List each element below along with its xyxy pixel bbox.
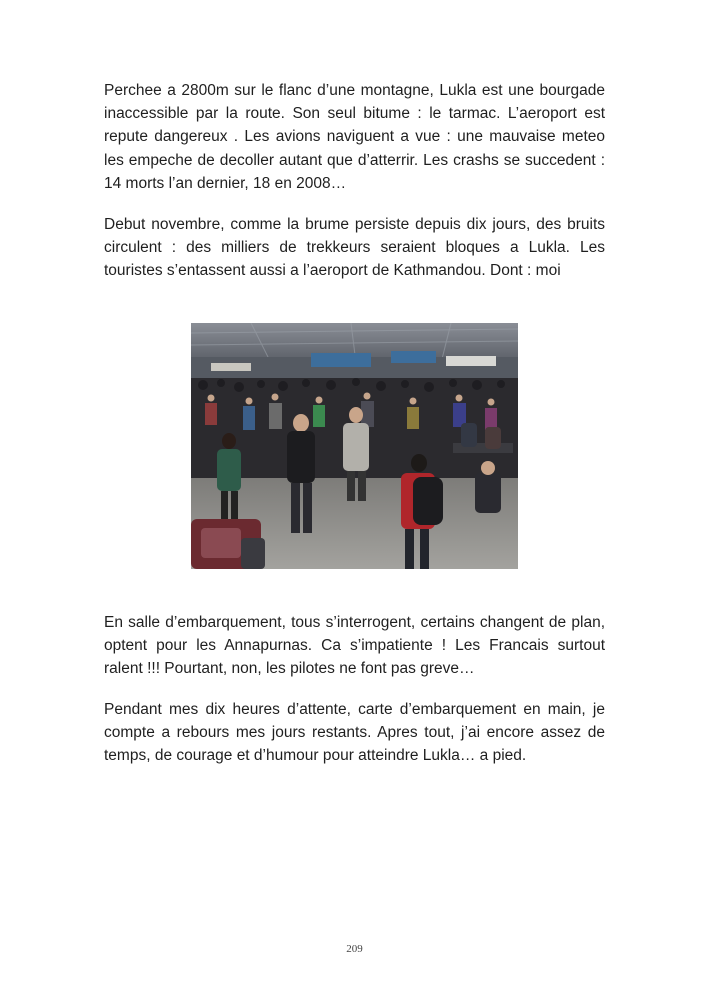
paragraph-attente: Pendant mes dix heures d’attente, carte d’embarquement en main, je compte a rebours mes jours restants. Apres tout, j’ai encore assez de temps, de courage et d’humour pour atteindre Lukla… a pied. bbox=[104, 701, 605, 765]
page-number: 209 bbox=[346, 943, 363, 955]
airport-crowd-image bbox=[191, 323, 518, 569]
paragraph-salle-embarquement: En salle d’embarquement, tous s’interrogent, certains changent de plan, optent pour les Annapurnas. Ca s’impatiente ! Les Francais surtout ralent !!! Pourtant, non, les pilotes ne font pas greve… bbox=[104, 614, 605, 678]
paragraph-lukla-intro: Perchee a 2800m sur le flanc d’une montagne, Lukla est une bourgade inaccessible par la route. Son seul bitume : le tarmac. L’aeroport est repute dangereux . Les avions naviguent a vue : une mauvaise meteo les empeche de decoller autant que d’atterrir. Les crashs se succedent : 14 morts l’an dernier, 18 en 2008… bbox=[104, 82, 605, 192]
airport-crowd-photo bbox=[191, 323, 518, 569]
paragraph-brume: Debut novembre, comme la brume persiste depuis dix jours, des bruits circulent : des milliers de trekkeurs seraient bloques a Lukla. Les touristes s’entassent aussi a l’aeroport de Kathmandou. Dont : moi bbox=[104, 216, 605, 280]
